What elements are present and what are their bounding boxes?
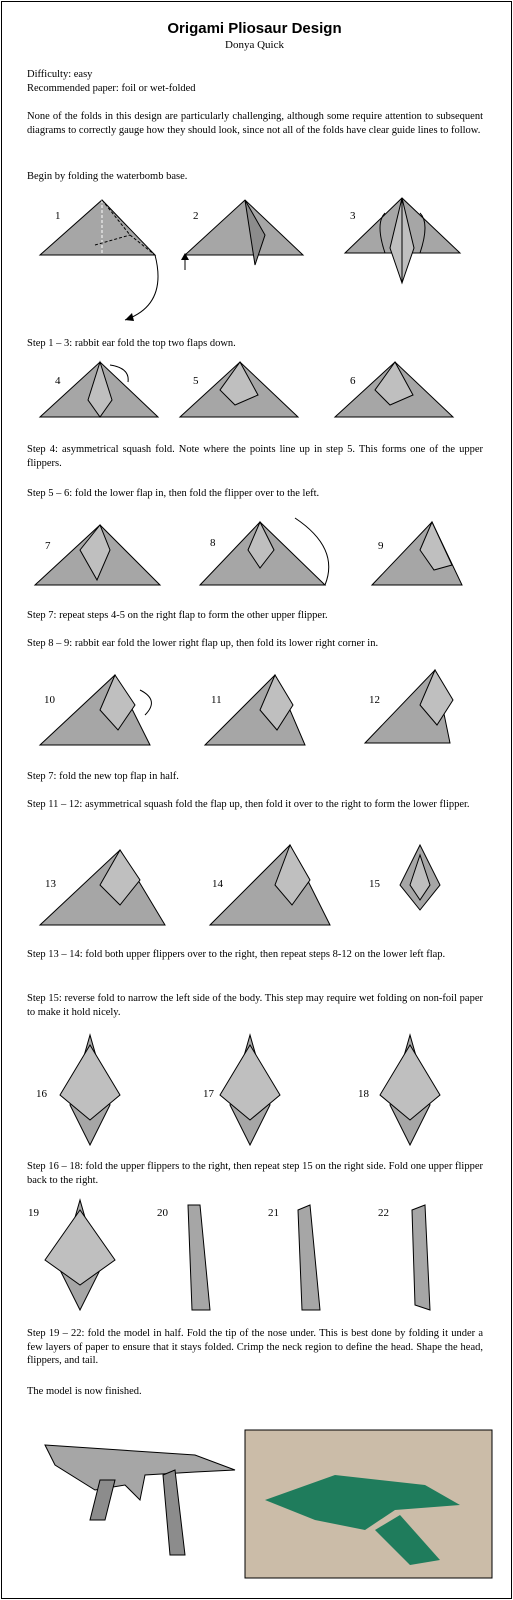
step-text: Step 7: repeat steps 4-5 on the right flap to form the other upper flipper.: [27, 610, 328, 621]
figure-number: 9: [378, 540, 384, 552]
step-text: Step 7: fold the new top flap in half.: [27, 771, 179, 782]
figure-number: 1: [55, 210, 61, 222]
figure-number: 6: [350, 375, 356, 387]
diagram-step-20: [180, 1200, 220, 1315]
diagram-step-16: [55, 1035, 135, 1150]
diagram-step-19: [40, 1200, 130, 1315]
figure-number: 8: [210, 537, 216, 549]
figure-number: 22: [378, 1207, 389, 1219]
diagram-step-17: [210, 1035, 300, 1150]
figure-number: 11: [211, 694, 222, 706]
diagram-step-2: [185, 195, 305, 275]
diagram-step-15: [395, 845, 455, 915]
diagram-step-5: [180, 360, 300, 420]
diagram-step-22: [400, 1200, 460, 1315]
figure-number: 14: [212, 878, 223, 890]
figure-number: 20: [157, 1207, 168, 1219]
finished-model-diagram: [45, 1440, 235, 1560]
diagram-step-21: [290, 1200, 335, 1315]
figure-number: 16: [36, 1088, 47, 1100]
figure-number: 5: [193, 375, 199, 387]
diagram-step-7: [35, 520, 165, 590]
figure-number: 18: [358, 1088, 369, 1100]
figure-number: 4: [55, 375, 61, 387]
ending-text: The model is now finished.: [27, 1386, 142, 1397]
step-text: Step 1 – 3: rabbit ear fold the top two flaps down.: [27, 338, 236, 349]
figure-number: 7: [45, 540, 51, 552]
diagram-step-18: [370, 1035, 460, 1150]
intro-paragraph: None of the folds in this design are particularly challenging, although some require attention to subsequent diagrams to correctly gauge how they should look, since not all of the folds have clear guide lines to follow.: [27, 111, 483, 136]
diagram-step-9: [372, 520, 472, 590]
diagram-step-13: [40, 840, 180, 930]
diagram-step-14: [200, 840, 340, 930]
figure-number: 17: [203, 1088, 214, 1100]
figure-number: 2: [193, 210, 199, 222]
step-text: Step 8 – 9: rabbit ear fold the lower right flap up, then fold its lower right corner in.: [27, 638, 379, 649]
diagram-step-1: [40, 195, 170, 325]
step-text: Step 16 – 18: fold the upper flippers to the right, then repeat step 15 on the right side. Fold one upper flipper back to the right.: [27, 1161, 483, 1186]
diagram-step-8: [200, 518, 340, 590]
figure-number: 21: [268, 1207, 279, 1219]
difficulty-text: Difficulty: easy: [27, 69, 93, 80]
step-text: Step 19 – 22: fold the model in half. Fold the tip of the nose under. This is best done by folding it under a few layers of paper to ensure that it stays folded. Crimp the neck region to define the head. Shape the head, flippers, and tail.: [27, 1328, 483, 1366]
diagram-step-3: [345, 198, 465, 293]
diagram-step-10: [40, 670, 170, 750]
step-text: Step 4: asymmetrical squash fold. Note where the points line up in step 5. This forms one of the upper flippers.: [27, 444, 483, 469]
diagram-step-6: [335, 360, 455, 420]
figure-number: 3: [350, 210, 356, 222]
figure-number: 13: [45, 878, 56, 890]
diagram-step-4: [40, 360, 160, 420]
finished-model-photo: [245, 1430, 492, 1578]
page-title: Origami Pliosaur Design: [167, 20, 342, 37]
figure-number: 19: [28, 1207, 39, 1219]
figure-number: 10: [44, 694, 55, 706]
author: Donya Quick: [225, 39, 284, 51]
figure-number: 15: [369, 878, 380, 890]
step-text: Step 5 – 6: fold the lower flap in, then fold the flipper over to the left.: [27, 488, 320, 499]
step-text: Step 15: reverse fold to narrow the left side of the body. This step may require wet folding on non-foil paper to make it hold nicely.: [27, 993, 483, 1018]
diagram-step-11: [205, 670, 315, 750]
step-text: Step 13 – 14: fold both upper flippers over to the right, then repeat steps 8-12 on the lower left flap.: [27, 949, 446, 960]
step-text: Step 11 – 12: asymmetrical squash fold the flap up, then fold it over to the right to form the lower flipper.: [27, 799, 470, 810]
figure-number: 12: [369, 694, 380, 706]
begin-text: Begin by folding the waterbomb base.: [27, 171, 188, 182]
diagram-step-12: [365, 665, 475, 750]
paper-text: Recommended paper: foil or wet-folded: [27, 83, 196, 94]
